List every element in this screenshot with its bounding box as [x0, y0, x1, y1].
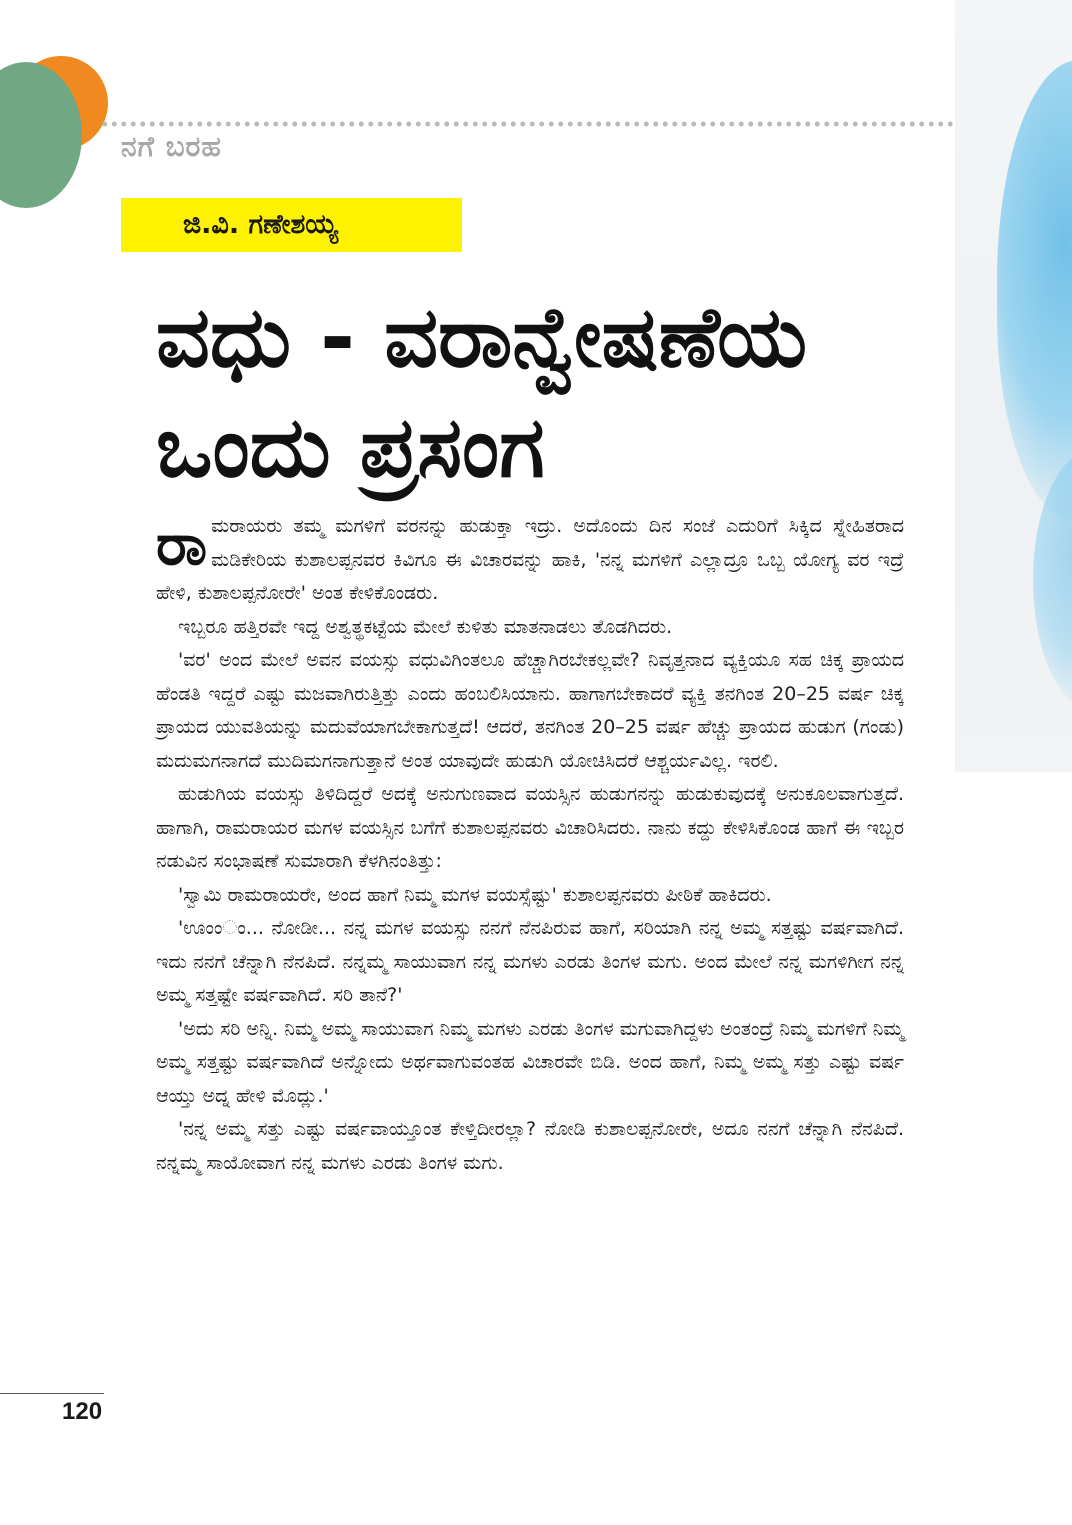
paragraph: 'ವರ' ಅಂದ ಮೇಲೆ ಅವನ ವಯಸ್ಸು ವಧುವಿಗಿಂತಲೂ ಹೆಚ್ಚಾಗಿರಬೇಕಲ್ಲವೇ? ನಿವೃತ್ತನಾದ ವ್ಯಕ್ತಿಯೂ ಸಹ ಚಿಕ್ಕ ಪ್ರಾಯದ ಹೆಂಡತಿ ಇದ್ದರೆ ಎಷ್ಟು ಮಜವಾಗಿರುತ್ತಿತ್ತು ಎಂದು ಹಂಬಲಿಸಿಯಾನು. ಹಾಗಾಗಬೇಕಾದರೆ ವ್ಯಕ್ತಿ ತನಗಿಂತ 20–25 ವರ್ಷ ಚಿಕ್ಕ ಪ್ರಾಯದ ಯುವತಿಯನ್ನು ಮದುವೆಯಾಗಬೇಕಾಗುತ್ತದೆ! ಆದರೆ, ತನಗಿಂತ 20–25 ವರ್ಷ ಹೆಚ್ಚು ಪ್ರಾಯದ ಹುಡುಗ (ಗಂಡು) ಮದುಮಗನಾಗದೆ ಮುದಿಮಗನಾಗುತ್ತಾನೆ ಅಂತ ಯಾವುದೇ ಹುಡುಗಿ ಯೋಚಿಸಿದರೆ ಆಶ್ಚರ್ಯವಿಲ್ಲ. ಇರಲಿ. — [156, 649, 904, 772]
section-label: ನಗೆ ಬರಹ — [121, 130, 222, 163]
paragraph: ಇಬ್ಬರೂ ಹತ್ತಿರವೇ ಇದ್ದ ಅಶ್ವತ್ಥಕಟ್ಟೆಯ ಮೇಲೆ ಕುಳಿತು ಮಾತನಾಡಲು ತೊಡಗಿದರು. — [178, 615, 673, 638]
article-title — [156, 282, 936, 502]
page-number: 120 — [62, 1398, 103, 1425]
paragraph: 'ಊಂಂಂ... ನೋಡೀ... ನನ್ನ ಮಗಳ ವಯಸ್ಸು ನನಗೆ ನೆನಪಿರುವ ಹಾಗೆ, ಸರಿಯಾಗಿ ನನ್ನ ಅಮ್ಮ ಸತ್ತಷ್ಟು ವರ್ಷವಾಗಿದೆ. ಇದು ನನಗೆ ಚೆನ್ನಾಗಿ ನೆನಪಿದೆ. ನನ್ನಮ್ಮ ಸಾಯುವಾಗ ನನ್ನ ಮಗಳು ಎರಡು ತಿಂಗಳ ಮಗು. ಅಂದ ಮೇಲೆ ನನ್ನ ಮಗಳಿಗೀಗ ನನ್ನ ಅಮ್ಮ ಸತ್ತಷ್ಟೇ ವರ್ಷವಾಗಿದೆ. ಸರಿ ತಾನೆ?' — [156, 917, 904, 1006]
first-paragraph-text: ಮರಾಯರು ತಮ್ಮ ಮಗಳಿಗೆ ವರನನ್ನು ಹುಡುಕ್ತಾ ಇದ್ರು. ಅದೊಂದು ದಿನ ಸಂಜೆ ಎದುರಿಗೆ ಸಿಕ್ಕಿದ ಸ್ನೇಹಿತರಾದ ಮಡಿಕೇರಿಯ ಕುಶಾಲಪ್ಪನವರ ಕಿವಿಗೂ ಈ ವಿಚಾರವನ್ನು ಹಾಕಿ, 'ನನ್ನ ಮಗಳಿಗೆ ಎಲ್ಲಾದ್ರೂ ಒಬ್ಬ ಯೋಗ್ಯ ವರ ಇದ್ರೆ ಹೇಳಿ, ಕುಶಾಲಪ್ಪನೋರೇ' ಅಂತ ಕೇಳಿಕೊಂಡರು. — [156, 515, 904, 604]
drop-cap: ರಾ — [156, 510, 208, 578]
dotted-rule — [100, 120, 955, 128]
watercolor-blob — [997, 60, 1072, 520]
title-line-2: ಒಂದು ಪ್ರಸಂಗ — [156, 398, 545, 496]
paragraph: 'ನನ್ನ ಅಮ್ಮ ಸತ್ತು ಎಷ್ಟು ವರ್ಷವಾಯ್ತೂಂತ ಕೇಳ್ತಿದೀರಲ್ಲಾ? ನೋಡಿ ಕುಶಾಲಪ್ಪನೋರೇ, ಅದೂ ನನಗೆ ಚೆನ್ನಾಗಿ ನೆನಪಿದೆ. ನನ್ನಮ್ಮ ಸಾಯೋವಾಗ ನನ್ನ ಮಗಳು ಎರಡು ತಿಂಗಳ ಮಗು. — [156, 1118, 904, 1174]
paragraph: 'ಸ್ವಾಮಿ ರಾಮರಾಯರೇ, ಅಂದ ಹಾಗೆ ನಿಮ್ಮ ಮಗಳ ವಯಸ್ಸೆಷ್ಟು' ಕುಶಾಲಪ್ಪನವರು ಪೀಠಿಕೆ ಹಾಕಿದರು. — [178, 883, 772, 906]
footer-rule — [0, 1393, 104, 1394]
watercolor-illustration — [955, 0, 1072, 772]
author-name: ಜಿ.ವಿ. ಗಣೇಶಯ್ಯ — [121, 198, 462, 252]
paragraph: 'ಅದು ಸರಿ ಅನ್ನಿ. ನಿಮ್ಮ ಅಮ್ಮ ಸಾಯುವಾಗ ನಿಮ್ಮ ಮಗಳು ಎರಡು ತಿಂಗಳ ಮಗುವಾಗಿದ್ದಳು ಅಂತಂದ್ರೆ ನಿಮ್ಮ ಮಗಳಿಗೆ ನಿಮ್ಮ ಅಮ್ಮ ಸತ್ತಷ್ಟು ವರ್ಷವಾಗಿದೆ ಅನ್ನೋದು ಅರ್ಥವಾಗುವಂತಹ ವಿಚಾರವೇ ಬಿಡಿ. ಅಂದ ಹಾಗೆ, ನಿಮ್ಮ ಅಮ್ಮ ಸತ್ತು ಎಷ್ಟು ವರ್ಷ ಆಯ್ತು ಅದ್ನ ಹೇಳಿ ಮೊದ್ಲು.' — [156, 1017, 904, 1107]
paragraph — [156, 510, 904, 611]
paragraph: ಹುಡುಗಿಯ ವಯಸ್ಸು ತಿಳಿದಿದ್ದರೆ ಅದಕ್ಕೆ ಅನುಗುಣವಾದ ವಯಸ್ಸಿನ ಹುಡುಗನನ್ನು ಹುಡುಕುವುದಕ್ಕೆ ಅನುಕೂಲವಾಗುತ್ತದೆ. ಹಾಗಾಗಿ, ರಾಮರಾಯರ ಮಗಳ ವಯಸ್ಸಿನ ಬಗೆಗೆ ಕುಶಾಲಪ್ಪನವರು ವಿಚಾರಿಸಿದರು. ನಾನು ಕದ್ದು ಕೇಳಿಸಿಕೊಂಡ ಹಾಗೆ ಈ ಇಬ್ಬರ ನಡುವಿನ ಸಂಭಾಷಣೆ ಸುಮಾರಾಗಿ ಕೆಳಗಿನಂತಿತ್ತು: — [156, 783, 904, 872]
title-line-1: ವಧು - ವರಾನ್ವೇಷಣೆಯ — [156, 288, 808, 386]
article-body — [156, 510, 904, 1180]
